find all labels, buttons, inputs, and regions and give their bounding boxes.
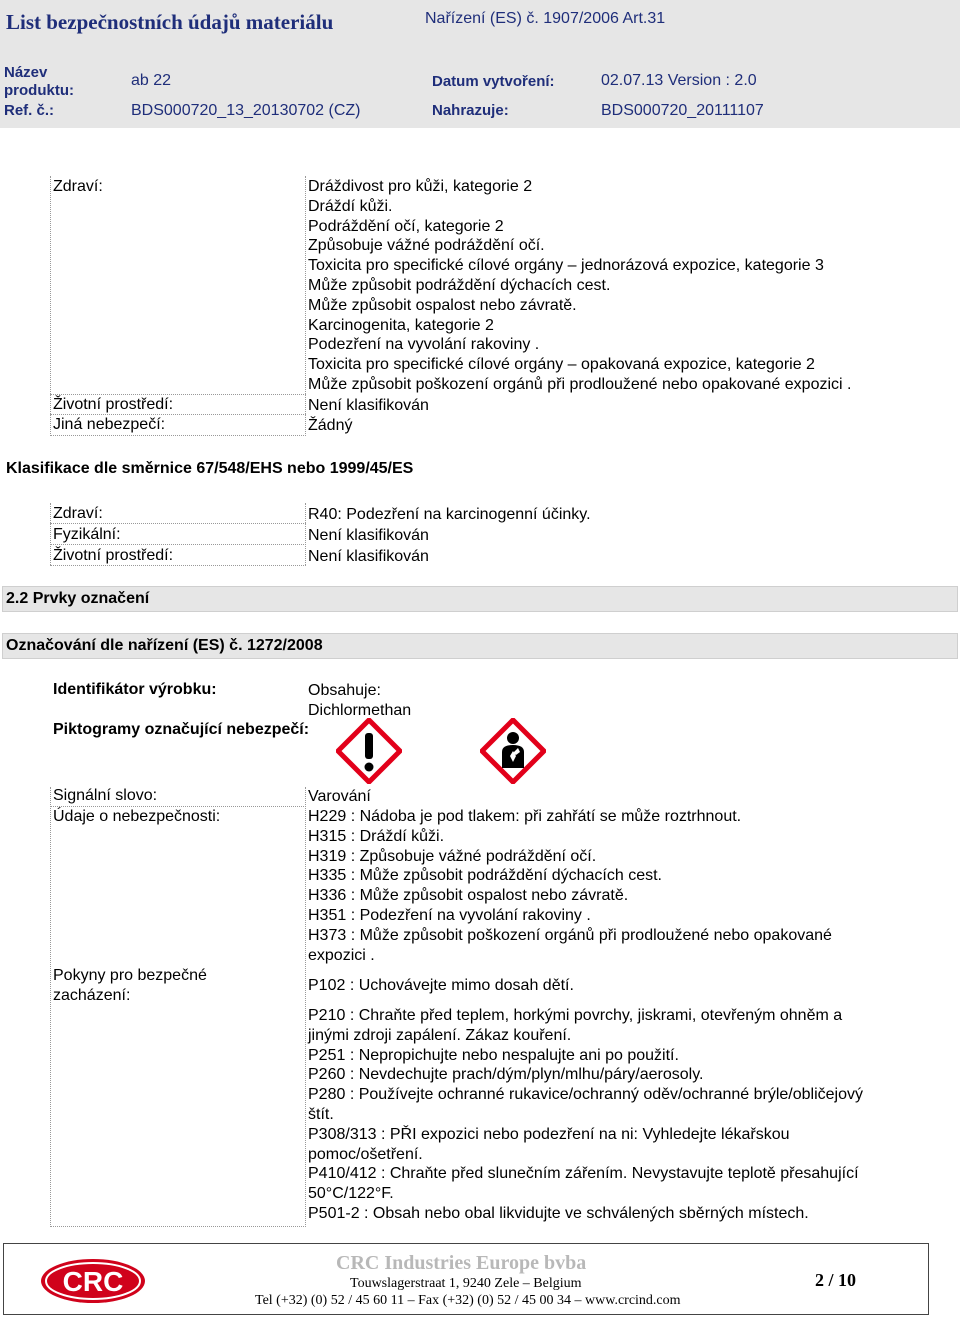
ref-value: BDS000720_13_20130702 (CZ) — [131, 102, 361, 119]
list-item: Toxicita pro specifické cílové orgány – opakovaná expozice, kategorie 2 — [308, 356, 815, 374]
product-name-value: ab 22 — [131, 72, 172, 89]
health-hazard-icon — [480, 718, 546, 784]
list-item: Dráždivost pro kůži, kategorie 2 — [308, 178, 533, 195]
ref-label: Ref. č.: — [4, 102, 55, 119]
product-name-label-line2: produktu: — [4, 82, 74, 99]
table-border-left — [50, 503, 51, 565]
list-item: Způsobuje vážné podráždění očí. — [308, 237, 545, 255]
list-item: Může způsobit podráždění dýchacích cest. — [308, 276, 611, 294]
table-divider — [50, 523, 306, 524]
list-item: Dráždí kůži. — [308, 197, 393, 215]
product-name-label-line1: Název — [4, 64, 48, 81]
list-item: H373 : Může způsobit poškození orgánů při prodloužené nebo opakované — [308, 926, 832, 944]
company-address: Touwslagerstraat 1, 9240 Zele – Belgium — [350, 1276, 582, 1291]
pictograms-label: Piktogramy označující nebezpečí: — [53, 721, 310, 738]
table-divider — [50, 544, 306, 545]
created-date-label: Datum vytvoření: — [432, 73, 555, 90]
precautionary-label-line1: Pokyny pro bezpečné — [53, 967, 207, 984]
table-border-middle — [305, 787, 306, 1227]
company-name: CRC Industries Europe bvba — [336, 1252, 587, 1274]
identifier-line: Obsahuje: — [308, 682, 381, 699]
list-item: Může způsobit poškození orgánů při prodloužené nebo opakované expozici . — [308, 375, 852, 393]
signal-word-label: Signální slovo: — [53, 787, 158, 804]
list-item: Toxicita pro specifické cílové orgány – jednorázová expozice, kategorie 3 — [308, 257, 824, 275]
product-identifier-value — [308, 681, 411, 721]
classification-67-548-heading: Klasifikace dle směrnice 67/548/EHS nebo 1999/45/ES — [6, 460, 414, 477]
created-date-value: 02.07.13 Version : 2.0 — [601, 72, 757, 89]
list-item: P280 : Používejte ochranné rukavice/ochranný oděv/ochranné brýle/obličejový — [308, 1086, 863, 1104]
list-item: H336 : Může způsobit ospalost nebo závratě. — [308, 887, 629, 905]
precaution-first: P102 : Uchovávejte mimo dosah dětí. — [308, 977, 574, 994]
list-item: H351 : Podezření na vyvolání rakoviny . — [308, 906, 591, 924]
list-item: 50°C/122°F. — [308, 1185, 394, 1203]
list-item: štít. — [308, 1105, 334, 1123]
list-item: P210 : Chraňte před teplem, horkými povrchy, jiskrami, otevřeným ohněm a — [308, 1007, 843, 1024]
precautionary-statements-list — [308, 1006, 863, 1224]
regulation-reference: Nařízení (ES) č. 1907/2006 Art.31 — [425, 10, 666, 27]
other-hazards-label: Jiná nebezpečí: — [53, 416, 166, 433]
list-item: P501-2 : Obsah nebo obal likvidujte ve schválených sběrných místech. — [308, 1204, 809, 1222]
environment-value: Není klasifikován — [308, 397, 429, 414]
table-border-left — [50, 176, 51, 436]
product-identifier-label: Identifikátor výrobku: — [53, 681, 217, 698]
physical-value: Není klasifikován — [308, 527, 429, 544]
table-border-middle — [305, 503, 306, 565]
section-2-2-heading: 2.2 Prvky označení — [6, 590, 150, 607]
crc-logo — [40, 1258, 146, 1304]
health-label: Zdraví: — [53, 505, 103, 522]
list-item: H229 : Nádoba je pod tlakem: při zahřátí se může roztrhnout. — [308, 808, 742, 825]
list-item: P251 : Nepropichujte nebo nespalujte ani po použití. — [308, 1046, 679, 1064]
table-divider — [50, 394, 306, 395]
list-item: P410/412 : Chraňte před slunečním zářením. Nevystavujte teplotě přesahující — [308, 1165, 859, 1183]
list-item: Podráždění očí, kategorie 2 — [308, 217, 504, 235]
environment-value: Není klasifikován — [308, 548, 429, 565]
list-item: H315 : Dráždí kůži. — [308, 827, 445, 845]
other-hazards-value: Žádný — [308, 417, 353, 434]
environment-label: Životní prostředí: — [53, 547, 174, 564]
list-item: Karcinogenita, kategorie 2 — [308, 316, 494, 334]
list-item: P308/313 : PŘI expozici nebo podezření na ni: Vyhledejte lékařskou — [308, 1125, 790, 1143]
hazard-statements-list — [308, 807, 832, 965]
replaces-value: BDS000720_20111107 — [601, 102, 764, 119]
list-item: jinými zdroji zapálení. Zákaz kouření. — [308, 1026, 572, 1044]
health-value: R40: Podezření na karcinogenní účinky. — [308, 506, 591, 523]
table-divider — [50, 806, 306, 807]
health-label: Zdraví: — [53, 178, 103, 195]
list-item: expozici . — [308, 946, 375, 964]
list-item: H319 : Způsobuje vážné podráždění očí. — [308, 847, 597, 865]
page-number: 2 / 10 — [815, 1270, 857, 1290]
document-title: List bezpečnostních údajů materiálu — [6, 10, 334, 34]
table-divider — [50, 414, 306, 415]
list-item: Podezření na vyvolání rakoviny . — [308, 336, 540, 354]
table-divider — [50, 435, 306, 436]
identifier-line: Dichlormethan — [308, 701, 412, 719]
list-item: P260 : Nevdechujte prach/dým/plyn/mlhu/páry/aerosoly. — [308, 1066, 704, 1084]
precautionary-label — [53, 966, 207, 1006]
list-item: Může způsobit ospalost nebo závratě. — [308, 296, 577, 314]
list-item: H335 : Může způsobit podráždění dýchacích cest. — [308, 867, 662, 885]
product-name-label — [4, 64, 74, 100]
exclamation-mark-icon — [336, 718, 402, 784]
table-divider — [50, 1226, 306, 1227]
physical-label: Fyzikální: — [53, 526, 121, 543]
health-classification-list — [308, 177, 851, 395]
precautionary-label-line2: zacházení: — [53, 987, 131, 1004]
list-item: pomoc/ošetření. — [308, 1145, 423, 1163]
replaces-label: Nahrazuje: — [432, 102, 509, 119]
table-border-middle — [305, 176, 306, 436]
table-border-left — [50, 787, 51, 1227]
crc-logo-text: CRC — [62, 1266, 124, 1297]
labelling-heading: Označování dle nařízení (ES) č. 1272/2008 — [6, 637, 323, 654]
environment-label: Životní prostředí: — [53, 396, 174, 413]
table-divider — [50, 565, 306, 566]
hazard-statements-label: Údaje o nebezpečnosti: — [53, 808, 221, 825]
signal-word-value: Varování — [308, 788, 371, 805]
company-contact: Tel (+32) (0) 52 / 45 60 11 – Fax (+32) (0) 52 / 45 00 34 – www.crcind.com — [255, 1293, 681, 1308]
